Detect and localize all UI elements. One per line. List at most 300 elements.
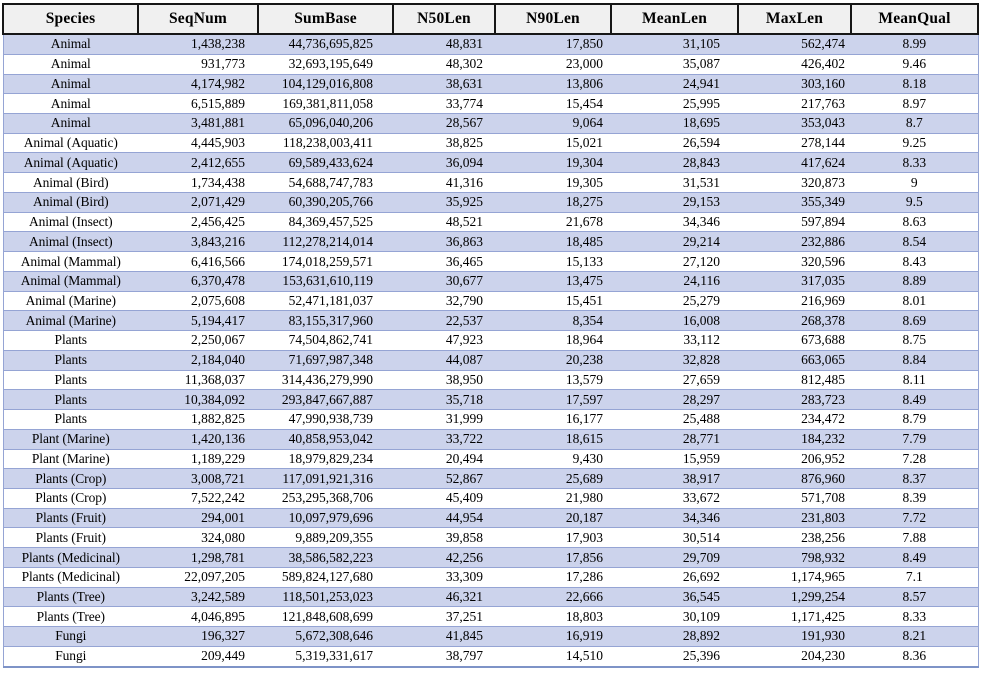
cell-meanlen: 28,892 xyxy=(611,627,738,647)
cell-meanlen: 16,008 xyxy=(611,311,738,331)
cell-seqnum: 6,416,566 xyxy=(138,252,258,272)
cell-n90len: 19,304 xyxy=(495,153,611,173)
cell-n50len: 48,831 xyxy=(393,34,495,54)
cell-seqnum: 4,174,982 xyxy=(138,74,258,94)
table-row xyxy=(3,646,978,667)
cell-n90len: 18,485 xyxy=(495,232,611,252)
cell-n90len: 21,678 xyxy=(495,212,611,232)
cell-maxlen: 663,065 xyxy=(738,350,851,370)
cell-n90len: 15,454 xyxy=(495,94,611,114)
cell-meanqual: 8.01 xyxy=(851,291,978,311)
cell-meanqual: 9 xyxy=(851,173,978,193)
cell-meanqual: 7.72 xyxy=(851,508,978,528)
cell-n50len: 41,845 xyxy=(393,627,495,647)
cell-sumbase: 71,697,987,348 xyxy=(258,350,393,370)
cell-n90len: 17,903 xyxy=(495,528,611,548)
cell-seqnum: 931,773 xyxy=(138,54,258,74)
cell-maxlen: 191,930 xyxy=(738,627,851,647)
cell-meanlen: 28,297 xyxy=(611,390,738,410)
cell-species: Animal (Insect) xyxy=(3,212,138,232)
cell-meanqual: 8.21 xyxy=(851,627,978,647)
cell-n50len: 32,790 xyxy=(393,291,495,311)
table-row xyxy=(3,587,978,607)
column-header-meanqual: MeanQual xyxy=(851,4,978,34)
cell-maxlen: 268,378 xyxy=(738,311,851,331)
cell-meanlen: 31,531 xyxy=(611,173,738,193)
cell-n90len: 13,806 xyxy=(495,74,611,94)
cell-n50len: 44,087 xyxy=(393,350,495,370)
cell-species: Animal xyxy=(3,54,138,74)
table-header xyxy=(3,4,978,34)
cell-n50len: 35,925 xyxy=(393,192,495,212)
cell-seqnum: 324,080 xyxy=(138,528,258,548)
cell-meanqual: 8.69 xyxy=(851,311,978,331)
cell-maxlen: 204,230 xyxy=(738,646,851,667)
cell-species: Plants (Crop) xyxy=(3,469,138,489)
cell-n50len: 42,256 xyxy=(393,548,495,568)
cell-n50len: 33,309 xyxy=(393,567,495,587)
cell-meanlen: 25,279 xyxy=(611,291,738,311)
cell-meanqual: 7.1 xyxy=(851,567,978,587)
column-header-meanlen: MeanLen xyxy=(611,4,738,34)
cell-maxlen: 216,969 xyxy=(738,291,851,311)
cell-meanlen: 25,396 xyxy=(611,646,738,667)
cell-meanqual: 8.39 xyxy=(851,488,978,508)
cell-n90len: 16,919 xyxy=(495,627,611,647)
cell-maxlen: 184,232 xyxy=(738,429,851,449)
cell-n90len: 8,354 xyxy=(495,311,611,331)
cell-meanqual: 7.28 xyxy=(851,449,978,469)
cell-maxlen: 234,472 xyxy=(738,410,851,430)
cell-meanqual: 8.49 xyxy=(851,390,978,410)
cell-sumbase: 40,858,953,042 xyxy=(258,429,393,449)
cell-seqnum: 3,481,881 xyxy=(138,114,258,134)
cell-species: Plants (Medicinal) xyxy=(3,567,138,587)
cell-meanqual: 8.84 xyxy=(851,350,978,370)
cell-sumbase: 5,319,331,617 xyxy=(258,646,393,667)
cell-meanqual: 7.88 xyxy=(851,528,978,548)
column-header-species: Species xyxy=(3,4,138,34)
cell-n50len: 36,863 xyxy=(393,232,495,252)
cell-n90len: 13,475 xyxy=(495,271,611,291)
cell-n90len: 17,856 xyxy=(495,548,611,568)
cell-meanlen: 31,105 xyxy=(611,34,738,54)
cell-n90len: 19,305 xyxy=(495,173,611,193)
cell-species: Plants (Tree) xyxy=(3,587,138,607)
cell-sumbase: 44,736,695,825 xyxy=(258,34,393,54)
cell-maxlen: 597,894 xyxy=(738,212,851,232)
cell-n50len: 33,774 xyxy=(393,94,495,114)
cell-n90len: 20,238 xyxy=(495,350,611,370)
cell-maxlen: 320,596 xyxy=(738,252,851,272)
cell-n90len: 14,510 xyxy=(495,646,611,667)
cell-maxlen: 231,803 xyxy=(738,508,851,528)
cell-species: Fungi xyxy=(3,627,138,647)
cell-meanlen: 25,488 xyxy=(611,410,738,430)
cell-n90len: 16,177 xyxy=(495,410,611,430)
cell-n50len: 44,954 xyxy=(393,508,495,528)
cell-species: Animal (Marine) xyxy=(3,311,138,331)
table-row xyxy=(3,34,978,54)
cell-meanlen: 24,941 xyxy=(611,74,738,94)
cell-n90len: 17,850 xyxy=(495,34,611,54)
cell-n50len: 39,858 xyxy=(393,528,495,548)
table-row xyxy=(3,192,978,212)
cell-species: Animal (Insect) xyxy=(3,232,138,252)
cell-meanqual: 8.49 xyxy=(851,548,978,568)
cell-species: Animal (Mammal) xyxy=(3,271,138,291)
cell-meanqual: 8.97 xyxy=(851,94,978,114)
cell-seqnum: 1,298,781 xyxy=(138,548,258,568)
cell-sumbase: 112,278,214,014 xyxy=(258,232,393,252)
cell-seqnum: 10,384,092 xyxy=(138,390,258,410)
cell-species: Plant (Marine) xyxy=(3,429,138,449)
cell-sumbase: 104,129,016,808 xyxy=(258,74,393,94)
cell-species: Animal xyxy=(3,114,138,134)
cell-maxlen: 278,144 xyxy=(738,133,851,153)
cell-maxlen: 317,035 xyxy=(738,271,851,291)
cell-meanqual: 8.18 xyxy=(851,74,978,94)
cell-n90len: 18,275 xyxy=(495,192,611,212)
table-row xyxy=(3,114,978,134)
cell-seqnum: 4,445,903 xyxy=(138,133,258,153)
cell-meanqual: 9.5 xyxy=(851,192,978,212)
cell-maxlen: 798,932 xyxy=(738,548,851,568)
table-body xyxy=(3,34,978,667)
cell-maxlen: 876,960 xyxy=(738,469,851,489)
cell-meanlen: 35,087 xyxy=(611,54,738,74)
cell-sumbase: 117,091,921,316 xyxy=(258,469,393,489)
cell-sumbase: 83,155,317,960 xyxy=(258,311,393,331)
cell-meanqual: 8.89 xyxy=(851,271,978,291)
cell-n90len: 18,615 xyxy=(495,429,611,449)
cell-meanqual: 8.99 xyxy=(851,34,978,54)
cell-meanqual: 8.33 xyxy=(851,153,978,173)
cell-n50len: 38,825 xyxy=(393,133,495,153)
cell-seqnum: 2,184,040 xyxy=(138,350,258,370)
cell-seqnum: 2,456,425 xyxy=(138,212,258,232)
cell-n90len: 17,597 xyxy=(495,390,611,410)
cell-maxlen: 1,174,965 xyxy=(738,567,851,587)
cell-n50len: 48,521 xyxy=(393,212,495,232)
cell-meanlen: 25,995 xyxy=(611,94,738,114)
cell-species: Animal xyxy=(3,74,138,94)
cell-n50len: 28,567 xyxy=(393,114,495,134)
cell-seqnum: 6,515,889 xyxy=(138,94,258,114)
cell-meanlen: 29,153 xyxy=(611,192,738,212)
table-row xyxy=(3,508,978,528)
cell-seqnum: 294,001 xyxy=(138,508,258,528)
cell-n90len: 15,451 xyxy=(495,291,611,311)
cell-sumbase: 60,390,205,766 xyxy=(258,192,393,212)
cell-seqnum: 4,046,895 xyxy=(138,607,258,627)
cell-maxlen: 571,708 xyxy=(738,488,851,508)
cell-sumbase: 121,848,608,699 xyxy=(258,607,393,627)
cell-n50len: 31,999 xyxy=(393,410,495,430)
cell-maxlen: 283,723 xyxy=(738,390,851,410)
cell-n50len: 30,677 xyxy=(393,271,495,291)
cell-n90len: 15,021 xyxy=(495,133,611,153)
cell-sumbase: 47,990,938,739 xyxy=(258,410,393,430)
cell-n50len: 47,923 xyxy=(393,331,495,351)
cell-seqnum: 1,734,438 xyxy=(138,173,258,193)
cell-sumbase: 52,471,181,037 xyxy=(258,291,393,311)
cell-maxlen: 206,952 xyxy=(738,449,851,469)
cell-n50len: 36,465 xyxy=(393,252,495,272)
table-row xyxy=(3,133,978,153)
table-row xyxy=(3,74,978,94)
column-header-n50len: N50Len xyxy=(393,4,495,34)
cell-n50len: 33,722 xyxy=(393,429,495,449)
cell-species: Animal (Aquatic) xyxy=(3,153,138,173)
cell-seqnum: 209,449 xyxy=(138,646,258,667)
cell-meanlen: 33,672 xyxy=(611,488,738,508)
cell-meanqual: 8.33 xyxy=(851,607,978,627)
cell-seqnum: 6,370,478 xyxy=(138,271,258,291)
table-row xyxy=(3,449,978,469)
table-row xyxy=(3,54,978,74)
cell-meanqual: 8.54 xyxy=(851,232,978,252)
cell-species: Plants (Medicinal) xyxy=(3,548,138,568)
table-row xyxy=(3,548,978,568)
table-row xyxy=(3,153,978,173)
cell-maxlen: 355,349 xyxy=(738,192,851,212)
cell-n90len: 22,666 xyxy=(495,587,611,607)
cell-sumbase: 9,889,209,355 xyxy=(258,528,393,548)
cell-seqnum: 3,843,216 xyxy=(138,232,258,252)
cell-meanlen: 15,959 xyxy=(611,449,738,469)
cell-seqnum: 7,522,242 xyxy=(138,488,258,508)
cell-n50len: 20,494 xyxy=(393,449,495,469)
cell-meanqual: 8.11 xyxy=(851,370,978,390)
cell-maxlen: 812,485 xyxy=(738,370,851,390)
cell-seqnum: 196,327 xyxy=(138,627,258,647)
cell-meanlen: 27,120 xyxy=(611,252,738,272)
cell-species: Plants (Crop) xyxy=(3,488,138,508)
cell-species: Animal (Marine) xyxy=(3,291,138,311)
cell-n90len: 21,980 xyxy=(495,488,611,508)
table-row xyxy=(3,232,978,252)
cell-seqnum: 5,194,417 xyxy=(138,311,258,331)
cell-species: Animal (Bird) xyxy=(3,192,138,212)
cell-meanqual: 8.75 xyxy=(851,331,978,351)
cell-meanqual: 8.63 xyxy=(851,212,978,232)
cell-meanqual: 8.36 xyxy=(851,646,978,667)
cell-meanlen: 32,828 xyxy=(611,350,738,370)
cell-n90len: 17,286 xyxy=(495,567,611,587)
cell-meanqual: 8.79 xyxy=(851,410,978,430)
cell-meanlen: 33,112 xyxy=(611,331,738,351)
cell-species: Animal xyxy=(3,94,138,114)
table-row xyxy=(3,429,978,449)
cell-sumbase: 118,501,253,023 xyxy=(258,587,393,607)
cell-species: Animal (Bird) xyxy=(3,173,138,193)
cell-seqnum: 3,008,721 xyxy=(138,469,258,489)
cell-seqnum: 2,250,067 xyxy=(138,331,258,351)
cell-sumbase: 253,295,368,706 xyxy=(258,488,393,508)
cell-n50len: 52,867 xyxy=(393,469,495,489)
table-row xyxy=(3,271,978,291)
cell-n90len: 20,187 xyxy=(495,508,611,528)
table-row xyxy=(3,350,978,370)
table-row xyxy=(3,528,978,548)
cell-maxlen: 232,886 xyxy=(738,232,851,252)
cell-n50len: 38,797 xyxy=(393,646,495,667)
cell-meanlen: 34,346 xyxy=(611,508,738,528)
cell-n90len: 25,689 xyxy=(495,469,611,489)
cell-meanqual: 8.57 xyxy=(851,587,978,607)
column-header-n90len: N90Len xyxy=(495,4,611,34)
cell-species: Plants xyxy=(3,370,138,390)
cell-n50len: 38,950 xyxy=(393,370,495,390)
cell-n90len: 23,000 xyxy=(495,54,611,74)
table-row xyxy=(3,469,978,489)
cell-meanqual: 7.79 xyxy=(851,429,978,449)
cell-sumbase: 32,693,195,649 xyxy=(258,54,393,74)
cell-meanlen: 29,709 xyxy=(611,548,738,568)
cell-sumbase: 84,369,457,525 xyxy=(258,212,393,232)
cell-seqnum: 1,438,238 xyxy=(138,34,258,54)
cell-maxlen: 417,624 xyxy=(738,153,851,173)
cell-n90len: 18,803 xyxy=(495,607,611,627)
cell-seqnum: 1,189,229 xyxy=(138,449,258,469)
table-row xyxy=(3,173,978,193)
cell-species: Plants (Tree) xyxy=(3,607,138,627)
cell-n90len: 9,064 xyxy=(495,114,611,134)
cell-species: Fungi xyxy=(3,646,138,667)
cell-n90len: 18,964 xyxy=(495,331,611,351)
cell-maxlen: 1,171,425 xyxy=(738,607,851,627)
table-row xyxy=(3,390,978,410)
cell-sumbase: 54,688,747,783 xyxy=(258,173,393,193)
cell-n50len: 48,302 xyxy=(393,54,495,74)
cell-sumbase: 174,018,259,571 xyxy=(258,252,393,272)
table-row xyxy=(3,311,978,331)
cell-n50len: 38,631 xyxy=(393,74,495,94)
cell-maxlen: 217,763 xyxy=(738,94,851,114)
cell-meanqual: 9.46 xyxy=(851,54,978,74)
table-row xyxy=(3,488,978,508)
cell-n90len: 15,133 xyxy=(495,252,611,272)
cell-maxlen: 353,043 xyxy=(738,114,851,134)
table-row xyxy=(3,567,978,587)
cell-maxlen: 320,873 xyxy=(738,173,851,193)
table-row xyxy=(3,94,978,114)
cell-maxlen: 426,402 xyxy=(738,54,851,74)
cell-n50len: 45,409 xyxy=(393,488,495,508)
cell-sumbase: 314,436,279,990 xyxy=(258,370,393,390)
cell-sumbase: 74,504,862,741 xyxy=(258,331,393,351)
cell-meanqual: 8.43 xyxy=(851,252,978,272)
species-sequencing-stats-table xyxy=(2,3,979,668)
cell-species: Plants xyxy=(3,410,138,430)
cell-seqnum: 3,242,589 xyxy=(138,587,258,607)
column-header-maxlen: MaxLen xyxy=(738,4,851,34)
cell-maxlen: 673,688 xyxy=(738,331,851,351)
cell-sumbase: 65,096,040,206 xyxy=(258,114,393,134)
cell-species: Plants xyxy=(3,350,138,370)
cell-sumbase: 169,381,811,058 xyxy=(258,94,393,114)
cell-meanqual: 8.7 xyxy=(851,114,978,134)
cell-meanlen: 26,692 xyxy=(611,567,738,587)
cell-species: Animal (Mammal) xyxy=(3,252,138,272)
cell-species: Plants xyxy=(3,331,138,351)
cell-seqnum: 2,075,608 xyxy=(138,291,258,311)
cell-n90len: 9,430 xyxy=(495,449,611,469)
cell-sumbase: 69,589,433,624 xyxy=(258,153,393,173)
cell-maxlen: 562,474 xyxy=(738,34,851,54)
cell-sumbase: 18,979,829,234 xyxy=(258,449,393,469)
cell-maxlen: 303,160 xyxy=(738,74,851,94)
cell-meanlen: 34,346 xyxy=(611,212,738,232)
cell-species: Plants (Fruit) xyxy=(3,508,138,528)
table-row xyxy=(3,252,978,272)
cell-sumbase: 5,672,308,646 xyxy=(258,627,393,647)
cell-seqnum: 1,882,825 xyxy=(138,410,258,430)
table-row xyxy=(3,627,978,647)
cell-meanqual: 8.37 xyxy=(851,469,978,489)
table-row xyxy=(3,370,978,390)
table-row xyxy=(3,410,978,430)
cell-maxlen: 238,256 xyxy=(738,528,851,548)
cell-n50len: 22,537 xyxy=(393,311,495,331)
cell-meanlen: 28,843 xyxy=(611,153,738,173)
cell-sumbase: 38,586,582,223 xyxy=(258,548,393,568)
cell-sumbase: 118,238,003,411 xyxy=(258,133,393,153)
column-header-seqnum: SeqNum xyxy=(138,4,258,34)
cell-meanlen: 30,109 xyxy=(611,607,738,627)
cell-meanlen: 30,514 xyxy=(611,528,738,548)
cell-seqnum: 1,420,136 xyxy=(138,429,258,449)
cell-seqnum: 22,097,205 xyxy=(138,567,258,587)
cell-sumbase: 589,824,127,680 xyxy=(258,567,393,587)
cell-meanlen: 38,917 xyxy=(611,469,738,489)
cell-n50len: 41,316 xyxy=(393,173,495,193)
cell-maxlen: 1,299,254 xyxy=(738,587,851,607)
cell-seqnum: 11,368,037 xyxy=(138,370,258,390)
cell-n50len: 46,321 xyxy=(393,587,495,607)
cell-species: Plant (Marine) xyxy=(3,449,138,469)
cell-meanlen: 29,214 xyxy=(611,232,738,252)
cell-meanqual: 9.25 xyxy=(851,133,978,153)
cell-species: Plants xyxy=(3,390,138,410)
cell-meanlen: 18,695 xyxy=(611,114,738,134)
table-row xyxy=(3,291,978,311)
cell-n90len: 13,579 xyxy=(495,370,611,390)
cell-meanlen: 36,545 xyxy=(611,587,738,607)
cell-meanlen: 27,659 xyxy=(611,370,738,390)
cell-n50len: 35,718 xyxy=(393,390,495,410)
cell-species: Plants (Fruit) xyxy=(3,528,138,548)
table-row xyxy=(3,607,978,627)
cell-species: Animal xyxy=(3,34,138,54)
table-row xyxy=(3,331,978,351)
cell-sumbase: 10,097,979,696 xyxy=(258,508,393,528)
column-header-sumbase: SumBase xyxy=(258,4,393,34)
cell-seqnum: 2,071,429 xyxy=(138,192,258,212)
cell-sumbase: 153,631,610,119 xyxy=(258,271,393,291)
cell-meanlen: 26,594 xyxy=(611,133,738,153)
cell-n50len: 37,251 xyxy=(393,607,495,627)
table-row xyxy=(3,212,978,232)
cell-meanlen: 28,771 xyxy=(611,429,738,449)
cell-meanlen: 24,116 xyxy=(611,271,738,291)
cell-sumbase: 293,847,667,887 xyxy=(258,390,393,410)
cell-n50len: 36,094 xyxy=(393,153,495,173)
cell-species: Animal (Aquatic) xyxy=(3,133,138,153)
cell-seqnum: 2,412,655 xyxy=(138,153,258,173)
header-row xyxy=(3,4,978,34)
